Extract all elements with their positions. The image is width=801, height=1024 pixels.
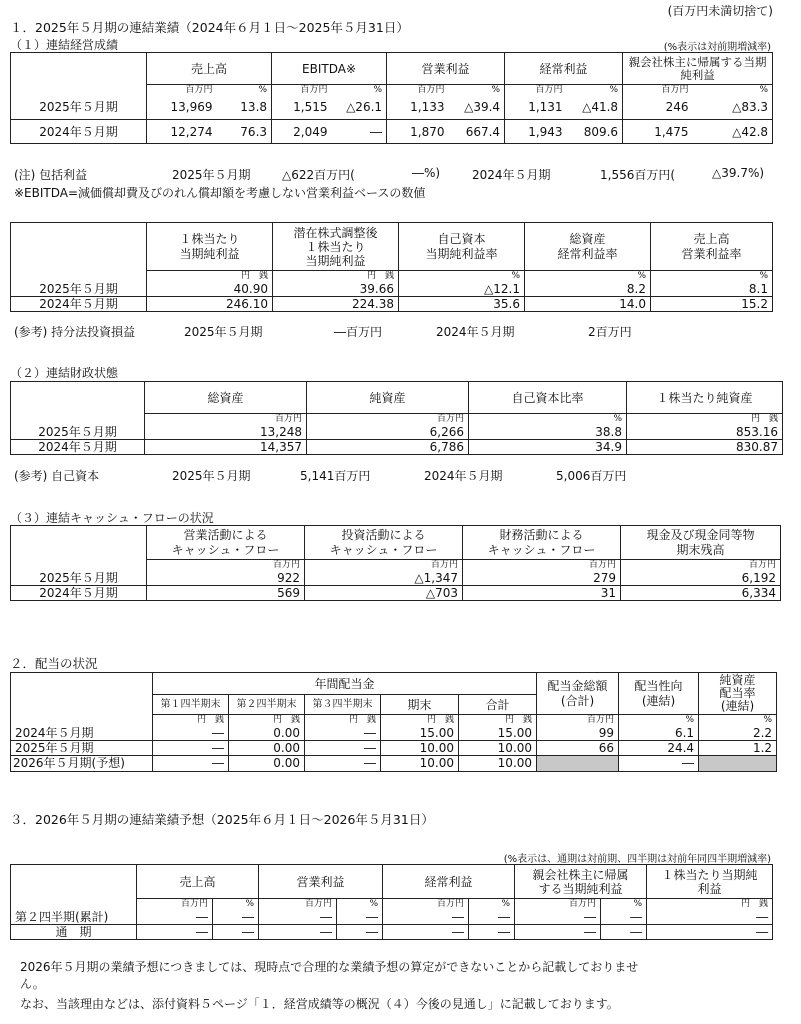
value-cell: 14,357 xyxy=(145,439,307,454)
section1-title: １．2025年５月期の連結業績（2024年６月１日～2025年５月31日） xyxy=(10,20,409,35)
corner-cell xyxy=(11,223,147,271)
per-share-table xyxy=(10,222,773,312)
header-total: 合計 xyxy=(459,695,537,715)
equity-ref-period1: 2025年５月期 xyxy=(172,469,251,483)
value-cell: ― xyxy=(259,910,337,925)
value-cell: 34.9 xyxy=(469,439,627,454)
value-cell: 1,131 xyxy=(505,96,567,120)
value-cell: ― xyxy=(305,740,381,755)
row-label: 第２四半期(累計) xyxy=(11,910,137,925)
unit-cell: 百万円 xyxy=(147,560,305,571)
value-cell: ― xyxy=(337,924,383,939)
value-cell: 24.4 xyxy=(619,740,699,755)
equity-ref-value1: 5,141百万円 xyxy=(300,469,371,483)
value-cell: 10.00 xyxy=(381,755,459,771)
header-roa: 総資産 経常利益率 xyxy=(525,223,651,271)
unit-cell: 百万円 xyxy=(307,414,469,425)
value-cell: 279 xyxy=(463,571,621,586)
equity-ref-period2: 2024年５月期 xyxy=(424,469,503,483)
value-cell: △39.4 xyxy=(449,96,505,120)
unit-cell: 百万円 xyxy=(515,899,601,910)
header-q2: 第２四半期末 xyxy=(229,695,305,715)
header-operating-cf: 営業活動による キャッシュ・フロー xyxy=(147,526,305,560)
header-net-income: 親会社株主に帰属する当期純利益 xyxy=(623,53,773,85)
value-cell: 6,192 xyxy=(621,571,781,586)
header-operating-income: 営業利益 xyxy=(259,865,383,899)
value-cell: 0.00 xyxy=(229,740,305,755)
unit-cell: 百万円 xyxy=(537,715,619,726)
value-cell: 76.3 xyxy=(217,120,272,144)
corner-cell xyxy=(11,382,145,414)
unit-cell: 円 銭 xyxy=(627,414,783,425)
unit-cell: 百万円 xyxy=(621,560,781,571)
label-cell xyxy=(11,715,153,726)
value-cell: 10.00 xyxy=(459,740,537,755)
unit-cell: % xyxy=(619,715,699,726)
value-cell: 99 xyxy=(537,726,619,741)
header-eps: １株当たり当期純 利益 xyxy=(647,865,773,899)
unit-cell: % xyxy=(699,715,777,726)
header-sales: 売上高 xyxy=(137,865,259,899)
header-bps: １株当たり純資産 xyxy=(627,382,783,414)
comprehensive-value2: 1,556百万円( xyxy=(600,168,676,182)
row-label: 通 期 xyxy=(11,924,137,939)
ebitda-note: ※EBITDA=減価償却費及びのれん償却額を考慮しない営業利益ベースの数値 xyxy=(14,186,426,200)
value-cell: △12.1 xyxy=(399,282,525,297)
forecast-footnote-2: なお、当該理由などは、添付資料５ページ「１．経営成績等の概況（４）今後の見通し」に記載しております。 xyxy=(20,997,619,1011)
value-cell: ― xyxy=(137,924,213,939)
header-margin: 売上高 営業利益率 xyxy=(651,223,773,271)
operating-results-table xyxy=(10,52,773,144)
value-cell: 809.6 xyxy=(567,120,623,144)
unit-cell: 円 銭 xyxy=(229,715,305,726)
value-cell: ― xyxy=(515,910,601,925)
value-cell: 39.66 xyxy=(273,282,399,297)
corner-cell xyxy=(11,673,153,715)
value-cell: 10.00 xyxy=(459,755,537,771)
value-cell: 6,266 xyxy=(307,425,469,440)
header-sales: 売上高 xyxy=(147,53,272,85)
equity-method-label: (参考) 持分法投資損益 xyxy=(14,325,136,339)
unit-cell: 百万円 xyxy=(272,85,332,96)
header-payout-ratio: 配当性向 (連結) xyxy=(619,673,699,715)
label-cell xyxy=(11,271,147,282)
value-cell: 8.2 xyxy=(525,282,651,297)
value-cell: ― xyxy=(469,924,515,939)
unit-cell: % xyxy=(469,414,627,425)
header-total-assets: 総資産 xyxy=(145,382,307,414)
equity-method-value2: 2百万円 xyxy=(588,325,632,339)
value-cell: ― xyxy=(213,910,259,925)
dividend-table xyxy=(10,672,777,772)
value-cell: 15.2 xyxy=(651,296,773,311)
unit-cell: 円 銭 xyxy=(381,715,459,726)
value-cell: 6,786 xyxy=(307,439,469,454)
value-cell: 1,870 xyxy=(387,120,449,144)
header-q3: 第３四半期末 xyxy=(305,695,381,715)
unit-cell: 百万円 xyxy=(463,560,621,571)
header-cash-balance: 現金及び現金同等物 期末残高 xyxy=(621,526,781,560)
row-label: 2026年５月期(予想) xyxy=(11,755,153,771)
value-cell: 1,943 xyxy=(505,120,567,144)
value-cell: ― xyxy=(305,726,381,741)
shaded-cell xyxy=(699,755,777,771)
unit-cell: % xyxy=(601,899,647,910)
forecast-rate-note: (%表示は、通期は対前期、四半期は対前年同四半期増減率) xyxy=(503,854,771,865)
forecast-footnote-1b: ん。 xyxy=(20,977,45,991)
cash-flow-title: （３）連結キャッシュ・フローの状況 xyxy=(10,511,214,525)
value-cell: ― xyxy=(337,910,383,925)
forecast-table xyxy=(10,864,773,940)
corner-cell xyxy=(11,526,147,560)
unit-cell: % xyxy=(217,85,272,96)
header-dividend-on-equity: 純資産 配当率 (連結) xyxy=(699,673,777,715)
header-roe: 自己資本 当期純利益率 xyxy=(399,223,525,271)
shaded-cell xyxy=(537,755,619,771)
value-cell: ― xyxy=(515,924,601,939)
unit-cell: % xyxy=(449,85,505,96)
header-annual-dividend: 年間配当金 xyxy=(153,673,537,695)
value-cell: ― xyxy=(469,910,515,925)
comprehensive-label: (注) 包括利益 xyxy=(14,168,88,182)
unit-cell: 円 銭 xyxy=(459,715,537,726)
unit-cell: % xyxy=(213,899,259,910)
financial-position-title: （２）連結財政状態 xyxy=(10,366,119,380)
unit-cell: % xyxy=(332,85,387,96)
corner-cell xyxy=(11,865,137,899)
header-ordinary-income: 経常利益 xyxy=(505,53,623,85)
equity-method-value1: ―百万円 xyxy=(334,325,383,339)
value-cell: 922 xyxy=(147,571,305,586)
unit-cell: 百万円 xyxy=(383,899,469,910)
unit-cell: 百万円 xyxy=(505,85,567,96)
equity-method-period2: 2024年５月期 xyxy=(436,325,515,339)
row-label: 2024年５月期 xyxy=(11,296,147,311)
unit-cell: % xyxy=(469,899,515,910)
unit-cell: 円 銭 xyxy=(273,271,399,282)
value-cell: ― xyxy=(153,755,229,771)
unit-note: (百万円未満切捨て) xyxy=(667,4,773,18)
value-cell: 2.2 xyxy=(699,726,777,741)
unit-cell: 百万円 xyxy=(145,414,307,425)
value-cell: 40.90 xyxy=(147,282,273,297)
value-cell: ― xyxy=(383,924,469,939)
value-cell: 2,049 xyxy=(272,120,332,144)
equity-method-period1: 2025年５月期 xyxy=(184,325,263,339)
value-cell: △1,347 xyxy=(305,571,463,586)
unit-cell: 円 銭 xyxy=(305,715,381,726)
header-net-assets: 純資産 xyxy=(307,382,469,414)
unit-cell: 百万円 xyxy=(259,899,337,910)
value-cell: △26.1 xyxy=(332,96,387,120)
header-total-dividend: 配当金総額 (合計) xyxy=(537,673,619,715)
row-label: 2024年５月期 xyxy=(11,120,147,144)
label-cell xyxy=(11,899,137,910)
label-cell xyxy=(11,414,145,425)
forecast-footnote-1: 2026年５月期の業績予想につきましては、現時点で合理的な業績予想の算定ができないことから記載しておりませ xyxy=(20,960,639,974)
header-net-income: 親会社株主に帰属 する当期純利益 xyxy=(515,865,647,899)
comprehensive-period1: 2025年５月期 xyxy=(172,168,251,182)
value-cell: 1,133 xyxy=(387,96,449,120)
value-cell: △42.8 xyxy=(693,120,773,144)
value-cell: ― xyxy=(305,755,381,771)
value-cell: 0.00 xyxy=(229,726,305,741)
value-cell: 31 xyxy=(463,585,621,600)
equity-ref-label: (参考) 自己資本 xyxy=(14,469,100,483)
equity-ref-value2: 5,006百万円 xyxy=(556,469,627,483)
value-cell: 1,515 xyxy=(272,96,332,120)
row-label: 2024年５月期 xyxy=(11,726,153,741)
unit-cell: % xyxy=(693,85,773,96)
unit-cell: % xyxy=(399,271,525,282)
value-cell: ― xyxy=(213,924,259,939)
value-cell: 13,248 xyxy=(145,425,307,440)
unit-cell: 百万円 xyxy=(387,85,449,96)
value-cell: 35.6 xyxy=(399,296,525,311)
value-cell: 15.00 xyxy=(381,726,459,741)
value-cell: ― xyxy=(647,924,773,939)
header-diluted-eps: 潜在株式調整後 １株当たり 当期純利益 xyxy=(273,223,399,271)
change-rate-note: (%表示は対前期増減率) xyxy=(663,42,771,53)
row-label: 2025年５月期 xyxy=(11,425,145,440)
unit-cell: 百万円 xyxy=(147,85,217,96)
row-label: 2025年５月期 xyxy=(11,282,147,297)
value-cell: 246.10 xyxy=(147,296,273,311)
value-cell: 224.38 xyxy=(273,296,399,311)
unit-cell: 百万円 xyxy=(137,899,213,910)
unit-cell: 円 銭 xyxy=(153,715,229,726)
value-cell: 13.8 xyxy=(217,96,272,120)
comprehensive-rate1: ―%) xyxy=(412,166,441,180)
value-cell: 569 xyxy=(147,585,305,600)
value-cell: 12,274 xyxy=(147,120,217,144)
row-label: 2024年５月期 xyxy=(11,585,147,600)
unit-cell: 百万円 xyxy=(305,560,463,571)
header-ebitda: EBITDA※ xyxy=(272,53,387,85)
value-cell: 830.87 xyxy=(627,439,783,454)
value-cell: 6,334 xyxy=(621,585,781,600)
value-cell: 853.16 xyxy=(627,425,783,440)
label-cell xyxy=(11,85,147,96)
value-cell: 667.4 xyxy=(449,120,505,144)
value-cell: 66 xyxy=(537,740,619,755)
header-operating-income: 営業利益 xyxy=(387,53,505,85)
value-cell: 6.1 xyxy=(619,726,699,741)
value-cell: 10.00 xyxy=(381,740,459,755)
unit-cell: % xyxy=(651,271,773,282)
value-cell: ― xyxy=(137,910,213,925)
value-cell: ― xyxy=(332,120,387,144)
value-cell: 14.0 xyxy=(525,296,651,311)
value-cell: 1,475 xyxy=(623,120,693,144)
value-cell: ― xyxy=(153,726,229,741)
value-cell: ― xyxy=(619,755,699,771)
operating-results-title: （１）連結経営成績 xyxy=(10,38,119,52)
value-cell: ― xyxy=(601,924,647,939)
header-financing-cf: 財務活動による キャッシュ・フロー xyxy=(463,526,621,560)
row-label: 2025年５月期 xyxy=(11,740,153,755)
row-label: 2025年５月期 xyxy=(11,96,147,120)
header-year-end: 期末 xyxy=(381,695,459,715)
value-cell: 0.00 xyxy=(229,755,305,771)
section3-title: ３．2026年５月期の連結業績予想（2025年６月１日～2026年５月31日） xyxy=(10,812,434,827)
unit-cell: % xyxy=(337,899,383,910)
header-equity-ratio: 自己資本比率 xyxy=(469,382,627,414)
value-cell: 8.1 xyxy=(651,282,773,297)
label-cell xyxy=(11,560,147,571)
unit-cell: % xyxy=(567,85,623,96)
value-cell: 15.00 xyxy=(459,726,537,741)
comprehensive-rate2: △39.7%) xyxy=(712,166,765,180)
section2-title: ２．配当の状況 xyxy=(10,656,98,671)
header-ordinary-income: 経常利益 xyxy=(383,865,515,899)
header-investing-cf: 投資活動による キャッシュ・フロー xyxy=(305,526,463,560)
header-eps: １株当たり 当期純利益 xyxy=(147,223,273,271)
value-cell: ― xyxy=(601,910,647,925)
unit-cell: 百万円 xyxy=(623,85,693,96)
value-cell: ― xyxy=(383,910,469,925)
unit-cell: 円 銭 xyxy=(147,271,273,282)
value-cell: ― xyxy=(647,910,773,925)
value-cell: 38.8 xyxy=(469,425,627,440)
value-cell: △83.3 xyxy=(693,96,773,120)
value-cell: △41.8 xyxy=(567,96,623,120)
comprehensive-period2: 2024年５月期 xyxy=(472,168,551,182)
value-cell: ― xyxy=(259,924,337,939)
value-cell: △703 xyxy=(305,585,463,600)
corner-cell xyxy=(11,53,147,85)
value-cell: 13,969 xyxy=(147,96,217,120)
unit-cell: % xyxy=(525,271,651,282)
row-label: 2025年５月期 xyxy=(11,571,147,586)
cash-flow-table xyxy=(10,525,781,601)
comprehensive-value1: △622百万円( xyxy=(282,168,355,182)
row-label: 2024年５月期 xyxy=(11,439,145,454)
value-cell: 1.2 xyxy=(699,740,777,755)
financial-position-table xyxy=(10,381,783,455)
value-cell: ― xyxy=(153,740,229,755)
header-q1: 第１四半期末 xyxy=(153,695,229,715)
unit-cell: 円 銭 xyxy=(647,899,773,910)
value-cell: 246 xyxy=(623,96,693,120)
